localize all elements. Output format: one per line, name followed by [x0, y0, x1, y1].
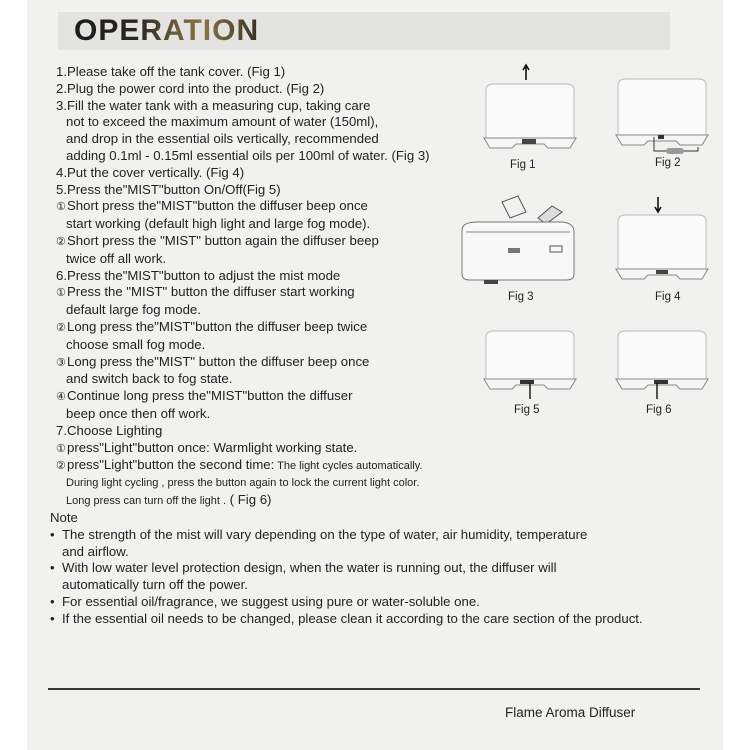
circled-number-2: ②: [56, 321, 66, 334]
fig-2-label: Fig 2: [655, 157, 681, 169]
footer-product-name: Flame Aroma Diffuser: [505, 705, 636, 720]
bullet-icon: •: [50, 560, 55, 576]
step-line: Long press can turn off the light . ( Fig 6): [66, 491, 272, 507]
fig-5-mist-button-illustration: [480, 327, 580, 402]
step-line: 7.Choose Lighting: [56, 422, 163, 438]
step-line: default large fog mode.: [66, 302, 201, 318]
note-section: [50, 510, 730, 628]
fig-6-label: Fig 6: [646, 404, 672, 416]
step-line: ③Long press the"MIST" button the diffuser beep once: [56, 354, 486, 372]
circled-number-1: ①: [56, 287, 66, 300]
oil-bottle-icon: [538, 206, 562, 224]
page-title: OPERATION: [74, 12, 259, 50]
step-line: 2.Plug the power cord into the product. (Fig 2): [56, 80, 325, 96]
fig-4-replace-cover-illustration: [612, 195, 712, 290]
note-heading: Note: [50, 510, 78, 525]
circled-number-1: ①: [56, 442, 66, 455]
circled-number-4: ④: [56, 391, 66, 404]
circled-number-1: ①: [56, 201, 66, 214]
step-line: ②Short press the "MIST" button again the diffuser beep: [56, 233, 486, 251]
step-line: and switch back to fog state.: [66, 371, 233, 387]
arrow-up-icon: [523, 65, 529, 80]
step-line: During light cycling , press the button again to lock the current light color.: [66, 477, 420, 490]
step-line: beep once then off work.: [66, 405, 211, 421]
measuring-cup-icon: [502, 196, 526, 218]
step-line: ④Continue long press the"MIST"button the diffuser: [56, 388, 486, 406]
circled-number-2: ②: [56, 460, 66, 473]
step-line: ②press"Light"button the second time: The light cycles automatically.: [56, 457, 486, 475]
bullet-icon: •: [50, 593, 55, 609]
step-line: 1.Please take off the tank cover. (Fig 1): [56, 64, 286, 79]
note-item-continuation: automatically turn off the power.: [62, 577, 248, 593]
step-line: ①press"Light"button once: Warmlight working state.: [56, 440, 486, 458]
step-line: start working (default high light and large fog mode).: [66, 216, 371, 232]
note-item: • The strength of the mist will vary depending on the type of water, air humidity, temperature: [50, 526, 588, 542]
note-item: • With low water level protection design, when the water is running out, the diffuser will: [50, 560, 557, 576]
fig-1-remove-cover-illustration: [480, 60, 580, 155]
circled-number-3: ③: [56, 356, 66, 369]
step-line: twice off all work.: [66, 250, 167, 266]
fig-3-fill-water-illustration: [450, 190, 590, 290]
step-line: adding 0.1ml - 0.15ml essential oils per 100ml of water. (Fig 3): [66, 147, 430, 163]
step-line: choose small fog mode.: [66, 336, 206, 352]
fig-3-label: Fig 3: [508, 291, 534, 303]
note-item-continuation: and airflow.: [62, 543, 129, 559]
step-line: ②Long press the"MIST"button the diffuser beep twice: [56, 319, 486, 337]
bullet-icon: •: [50, 526, 55, 542]
step-line: 3.Fill the water tank with a measuring cup, taking care: [56, 97, 371, 113]
circled-number-2: ②: [56, 235, 66, 248]
step-line: 5.Press the"MIST"button On/Off(Fig 5): [56, 181, 281, 197]
figures-panel: [470, 55, 730, 435]
fig-4-label: Fig 4: [655, 291, 681, 303]
fig-6-light-button-illustration: [612, 327, 712, 402]
fig-5-label: Fig 5: [514, 404, 540, 416]
step-line: not to exceed the maximum amount of water (150ml),: [66, 114, 379, 130]
note-item: • If the essential oil needs to be changed, please clean it according to the care section of the product.: [50, 610, 643, 626]
fig-1-label: Fig 1: [510, 159, 536, 171]
step-line: and drop in the essential oils vertically, recommended: [66, 131, 379, 147]
footer-divider: [48, 688, 700, 690]
bullet-icon: •: [50, 610, 55, 626]
step-line: 4.Put the cover vertically. (Fig 4): [56, 164, 245, 180]
step-line: 6.Press the"MIST"button to adjust the mist mode: [56, 267, 341, 283]
fig-2-plug-power-illustration: [612, 75, 712, 165]
arrow-down-icon: [655, 197, 661, 212]
operation-steps: [56, 64, 486, 510]
step-line: ①Press the "MIST" button the diffuser start working: [56, 284, 486, 302]
note-item: • For essential oil/fragrance, we suggest using pure or water-soluble one.: [50, 593, 480, 609]
step-line: ①Short press the"MIST"button the diffuser beep once: [56, 198, 486, 216]
